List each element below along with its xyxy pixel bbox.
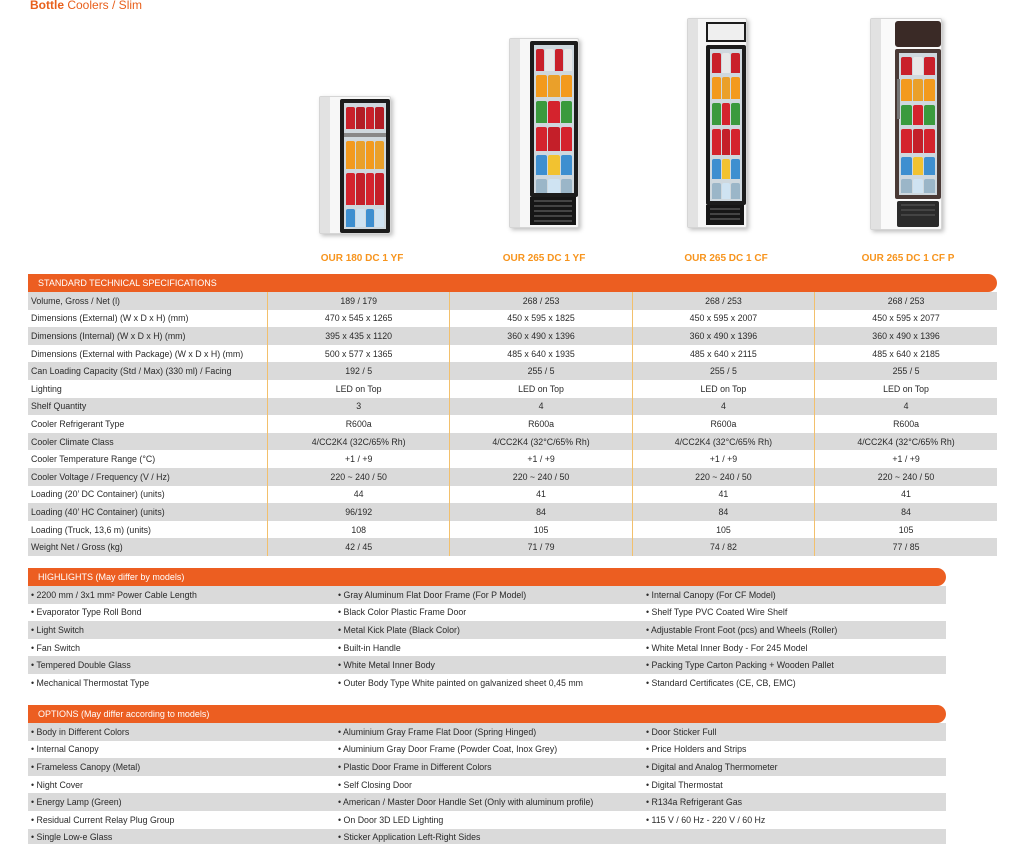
spec-label: Volume, Gross / Net (l)	[28, 292, 267, 310]
spec-row	[28, 380, 997, 398]
spec-value: 450 x 595 x 2007	[632, 310, 814, 328]
spec-row	[28, 468, 997, 486]
spec-value: 360 x 490 x 1396	[815, 327, 997, 345]
option-item: • Frameless Canopy (Metal)	[31, 761, 141, 772]
spec-row	[28, 538, 997, 556]
spec-row	[28, 433, 997, 451]
spec-value: LED on Top	[632, 380, 814, 398]
spec-value: R600a	[267, 415, 449, 433]
spec-value: 485 x 640 x 1935	[450, 345, 632, 363]
spec-value: LED on Top	[450, 380, 632, 398]
option-item: • Single Low-e Glass	[31, 832, 113, 843]
spec-value: 41	[815, 486, 997, 504]
spec-value: 255 / 5	[450, 362, 632, 380]
highlight-item: • Tempered Double Glass	[31, 660, 131, 671]
option-item: • Plastic Door Frame in Different Colors	[338, 761, 492, 772]
model-label-1: OUR 180 DC 1 YF	[320, 253, 404, 264]
spec-label: Loading (Truck, 13,6 m) (units)	[28, 521, 267, 539]
spec-value: 4/CC2K4 (32°C/65% Rh)	[632, 433, 814, 451]
spec-label: Cooler Voltage / Frequency (V / Hz)	[28, 468, 267, 486]
spec-row	[28, 292, 997, 310]
spec-label: Lighting	[28, 380, 267, 398]
spec-value: 71 / 79	[450, 538, 632, 556]
highlight-item: • Mechanical Thermostat Type	[31, 677, 150, 688]
spec-row	[28, 415, 997, 433]
highlight-item: • Internal Canopy (For CF Model)	[646, 589, 776, 600]
options-grid	[28, 723, 946, 844]
spec-value: 4/CC2K4 (32C/65% Rh)	[267, 433, 449, 451]
spec-value: 500 x 577 x 1365	[267, 345, 449, 363]
spec-row	[28, 503, 997, 521]
spec-label: Dimensions (Internal) (W x D x H) (mm)	[28, 327, 267, 345]
product-image-2	[509, 38, 579, 228]
model-label-2: OUR 265 DC 1 YF	[502, 253, 586, 264]
option-row	[28, 741, 946, 759]
spec-label: Loading (40’ HC Container) (units)	[28, 503, 267, 521]
highlight-item: • Adjustable Front Foot (pcs) and Wheels (Roller)	[646, 624, 838, 635]
bottle-cooler-tall-icon	[509, 38, 579, 228]
spec-value: 105	[815, 521, 997, 539]
spec-value: 450 x 595 x 2077	[815, 310, 997, 328]
product-image-4	[870, 18, 942, 230]
spec-row	[28, 450, 997, 468]
spec-value: 4/CC2K4 (32°C/65% Rh)	[815, 433, 997, 451]
bottle-cooler-canopy-icon	[687, 18, 747, 228]
spec-row	[28, 486, 997, 504]
bottle-cooler-small-icon	[319, 96, 391, 234]
spec-label: Shelf Quantity	[28, 398, 267, 416]
option-item: • Body in Different Colors	[31, 726, 130, 737]
highlight-item: • Fan Switch	[31, 642, 81, 653]
spec-value: 268 / 253	[815, 292, 997, 310]
highlight-row	[28, 639, 946, 657]
spec-value: +1 / +9	[632, 450, 814, 468]
highlight-item: • White Metal Inner Body	[338, 660, 435, 671]
spec-value: 485 x 640 x 2185	[815, 345, 997, 363]
spec-value: 268 / 253	[632, 292, 814, 310]
page-title: Bottle Coolers / Slim	[30, 0, 143, 12]
spec-value: 77 / 85	[815, 538, 997, 556]
spec-value: 220 ~ 240 / 50	[267, 468, 449, 486]
spec-value: R600a	[450, 415, 632, 433]
spec-value: 108	[267, 521, 449, 539]
highlight-item: • Black Color Plastic Frame Door	[338, 607, 467, 618]
option-item: • Energy Lamp (Green)	[31, 797, 122, 808]
spec-value: 4	[450, 398, 632, 416]
specs-header: STANDARD TECHNICAL SPECIFICATIONS	[28, 274, 997, 292]
highlight-item: • Shelf Type PVC Coated Wire Shelf	[646, 607, 788, 618]
spec-value: 41	[450, 486, 632, 504]
spec-value: 84	[450, 503, 632, 521]
bottle-cooler-premium-icon	[870, 18, 942, 230]
spec-value: 189 / 179	[267, 292, 449, 310]
spec-label: Dimensions (External with Package) (W x D x H) (mm)	[28, 345, 267, 363]
spec-value: +1 / +9	[267, 450, 449, 468]
spec-row	[28, 327, 997, 345]
highlights-grid	[28, 586, 946, 692]
product-image-3	[687, 18, 747, 228]
spec-value: R600a	[632, 415, 814, 433]
spec-value: 3	[267, 398, 449, 416]
spec-label: Weight Net / Gross (kg)	[28, 538, 267, 556]
spec-value: 220 ~ 240 / 50	[632, 468, 814, 486]
spec-value: +1 / +9	[450, 450, 632, 468]
spec-value: 44	[267, 486, 449, 504]
spec-value: 96/192	[267, 503, 449, 521]
option-row	[28, 793, 946, 811]
spec-value: 4	[632, 398, 814, 416]
spec-value: R600a	[815, 415, 997, 433]
spec-value: 41	[632, 486, 814, 504]
highlight-row	[28, 621, 946, 639]
spec-value: 360 x 490 x 1396	[632, 327, 814, 345]
spec-label: Can Loading Capacity (Std / Max) (330 ml) / Facing	[28, 362, 267, 380]
spec-label: Loading (20’ DC Container) (units)	[28, 486, 267, 504]
options-header: OPTIONS (May differ according to models)	[28, 705, 946, 723]
spec-value: 4	[815, 398, 997, 416]
spec-row	[28, 362, 997, 380]
spec-value: 220 ~ 240 / 50	[450, 468, 632, 486]
option-item: • Sticker Application Left-Right Sides	[338, 832, 481, 843]
spec-value: 395 x 435 x 1120	[267, 327, 449, 345]
spec-row	[28, 521, 997, 539]
option-item: • Residual Current Relay Plug Group	[31, 814, 175, 825]
spec-value: 105	[450, 521, 632, 539]
highlight-item: • Light Switch	[31, 624, 84, 635]
highlight-row	[28, 674, 946, 692]
highlight-row	[28, 604, 946, 622]
spec-value: LED on Top	[815, 380, 997, 398]
spec-row	[28, 345, 997, 363]
spec-value: 105	[632, 521, 814, 539]
highlight-item: • Outer Body Type White painted on galvanized sheet 0,45 mm	[338, 677, 583, 688]
highlight-item: • Evaporator Type Roll Bond	[31, 607, 142, 618]
option-item: • R134a Refrigerant Gas	[646, 797, 742, 808]
spec-label: Dimensions (External) (W x D x H) (mm)	[28, 310, 267, 328]
highlight-item: • Standard Certificates (CE, CB, EMC)	[646, 677, 796, 688]
spec-value: 42 / 45	[267, 538, 449, 556]
option-item: • Price Holders and Strips	[646, 744, 747, 755]
spec-value: 84	[815, 503, 997, 521]
option-row	[28, 758, 946, 776]
spec-row	[28, 310, 997, 328]
spec-value: 485 x 640 x 2115	[632, 345, 814, 363]
spec-label: Cooler Refrigerant Type	[28, 415, 267, 433]
spec-value: 192 / 5	[267, 362, 449, 380]
spec-value: 360 x 490 x 1396	[450, 327, 632, 345]
spec-value: 4/CC2K4 (32°C/65% Rh)	[450, 433, 632, 451]
spec-value: LED on Top	[267, 380, 449, 398]
option-item: • Digital Thermostat	[646, 779, 723, 790]
option-row	[28, 829, 946, 844]
highlight-row	[28, 656, 946, 674]
highlight-item: • White Metal Inner Body - For 245 Model	[646, 642, 808, 653]
option-item: • On Door 3D LED Lighting	[338, 814, 444, 825]
spec-row	[28, 398, 997, 416]
spec-label: Cooler Temperature Range (°C)	[28, 450, 267, 468]
option-item: • Digital and Analog Thermometer	[646, 761, 778, 772]
spec-value: 450 x 595 x 1825	[450, 310, 632, 328]
highlight-item: • Metal Kick Plate (Black Color)	[338, 624, 460, 635]
option-item: • Door Sticker Full	[646, 726, 717, 737]
spec-value: 84	[632, 503, 814, 521]
option-row	[28, 723, 946, 741]
spec-value: 255 / 5	[632, 362, 814, 380]
option-row	[28, 811, 946, 829]
spec-value: 268 / 253	[450, 292, 632, 310]
option-item: • Internal Canopy	[31, 744, 99, 755]
spec-label: Cooler Climate Class	[28, 433, 267, 451]
highlights-header: HIGHLIGHTS (May differ by models)	[28, 568, 946, 586]
option-row	[28, 776, 946, 794]
option-item: • Aluminium Gray Door Frame (Powder Coat, Inox Grey)	[338, 744, 558, 755]
highlight-row	[28, 586, 946, 604]
highlight-item: • Gray Aluminum Flat Door Frame (For P Model)	[338, 589, 527, 600]
spec-value: 255 / 5	[815, 362, 997, 380]
option-item: • Self Closing Door	[338, 779, 412, 790]
option-item: • Night Cover	[31, 779, 83, 790]
product-image-1	[319, 96, 391, 234]
option-item: • 115 V / 60 Hz - 220 V / 60 Hz	[646, 814, 766, 825]
highlight-item: • Built-in Handle	[338, 642, 401, 653]
model-label-3: OUR 265 DC 1 CF	[684, 253, 768, 264]
model-label-4: OUR 265 DC 1 CF P	[861, 253, 955, 264]
spec-value: +1 / +9	[815, 450, 997, 468]
spec-value: 74 / 82	[632, 538, 814, 556]
highlight-item: • Packing Type Carton Packing + Wooden Pallet	[646, 660, 834, 671]
option-item: • American / Master Door Handle Set (Only with aluminum profile)	[338, 797, 594, 808]
spec-table	[28, 292, 997, 556]
spec-value: 470 x 545 x 1265	[267, 310, 449, 328]
highlight-item: • 2200 mm / 3x1 mm² Power Cable Length	[31, 589, 197, 600]
spec-value: 220 ~ 240 / 50	[815, 468, 997, 486]
option-item: • Aluminium Gray Frame Flat Door (Spring Hinged)	[338, 726, 537, 737]
